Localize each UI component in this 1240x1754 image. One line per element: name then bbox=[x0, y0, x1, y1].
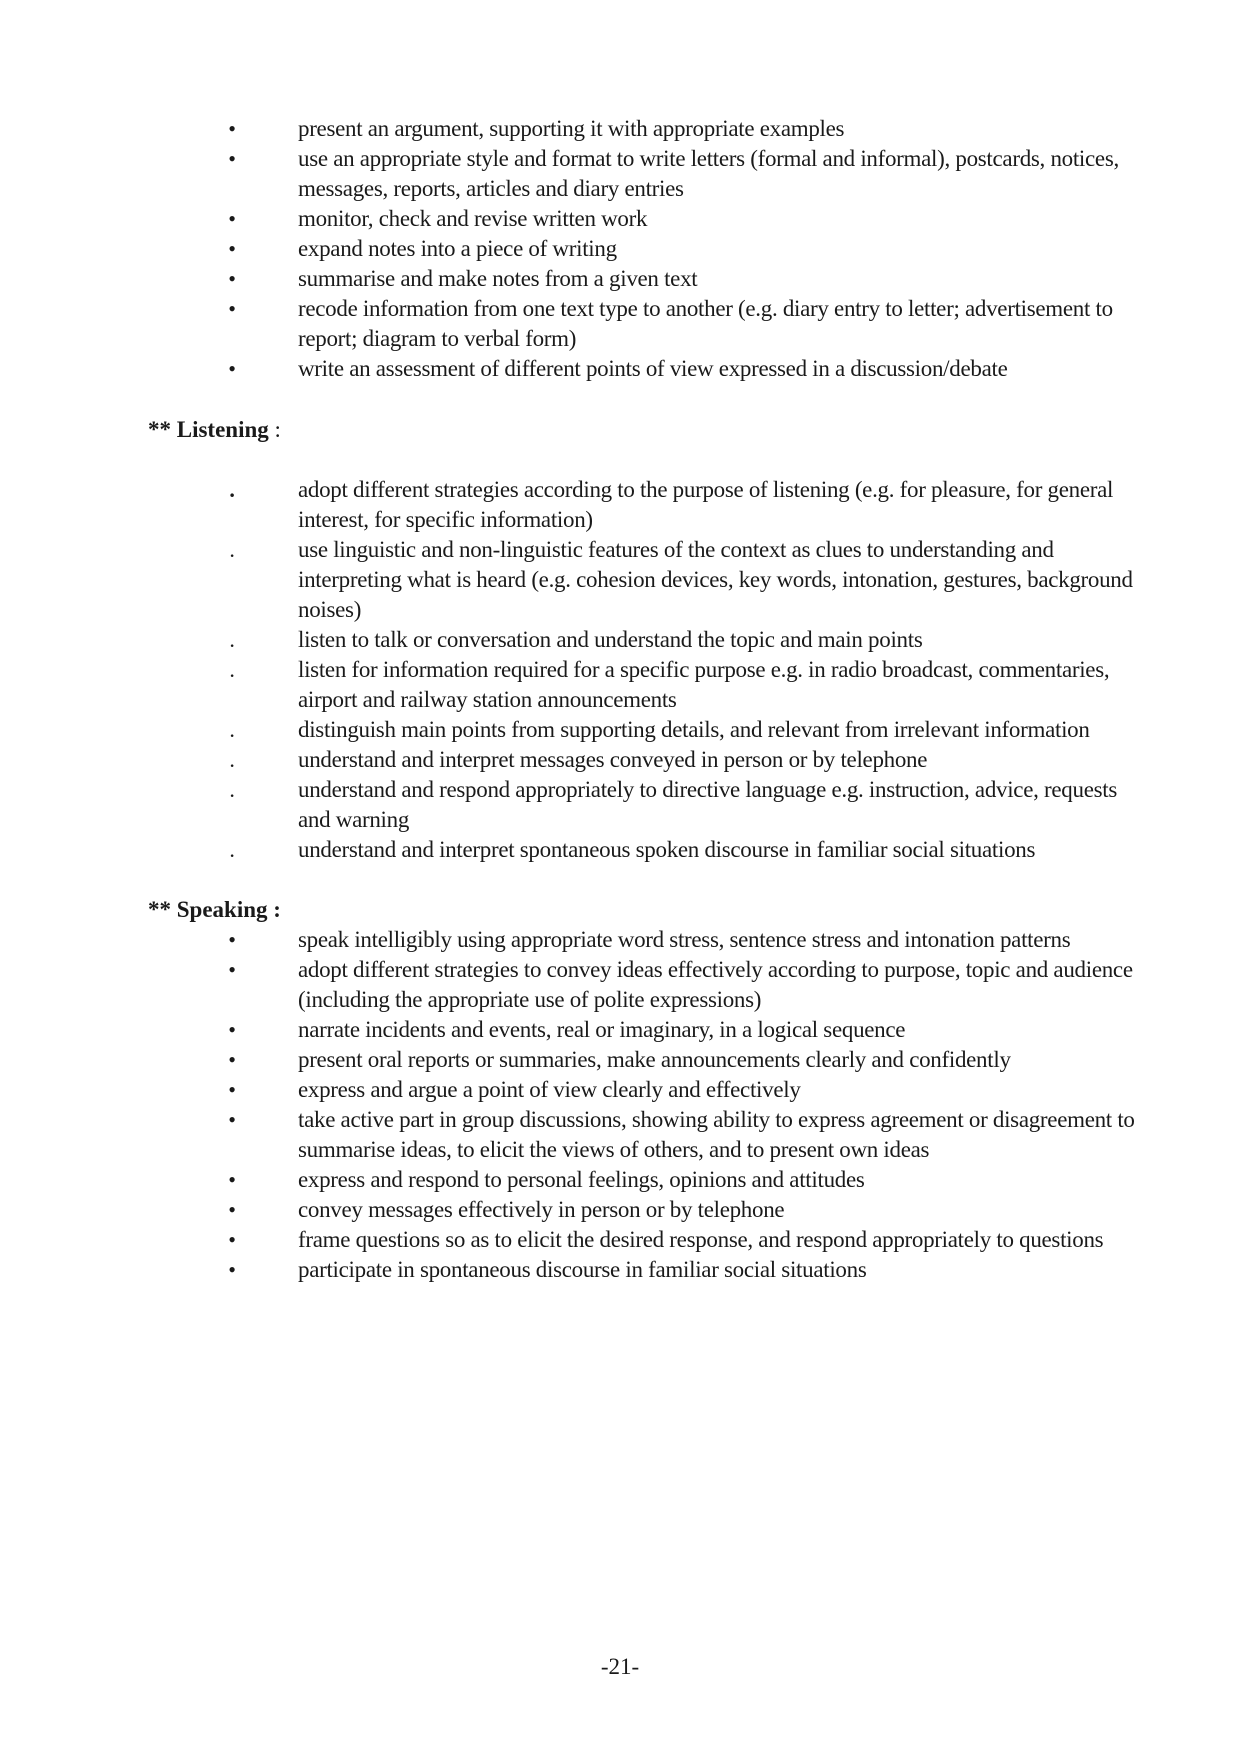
list-item: . understand and interpret spontaneous spoken discourse in familiar social situations bbox=[0, 835, 1138, 865]
list-item: . distinguish main points from supporting details, and relevant from irrelevant information bbox=[0, 715, 1138, 745]
bullet-icon: • bbox=[228, 146, 236, 171]
list-item: . use linguistic and non-linguistic features of the context as clues to understanding and interpreting what is heard (e.g. cohesion devices, key words, intonation, gestures, background noises) bbox=[0, 535, 1138, 625]
list-item: • express and respond to personal feelings, opinions and attitudes bbox=[0, 1165, 1138, 1195]
bullet-icon: • bbox=[228, 356, 236, 381]
listening-list bbox=[0, 475, 1240, 865]
dot-marker: . bbox=[229, 657, 235, 682]
bullet-icon: • bbox=[228, 1107, 236, 1132]
page-number: -21- bbox=[600, 1654, 640, 1679]
bullet-icon: • bbox=[228, 1017, 236, 1042]
bullet-icon: • bbox=[228, 1167, 236, 1192]
speaking-heading: ** Speaking : bbox=[148, 897, 281, 922]
bullet-icon: • bbox=[228, 266, 236, 291]
list-item: • summarise and make notes from a given text bbox=[0, 264, 1138, 294]
bullet-icon: • bbox=[228, 116, 236, 141]
dot-marker: . bbox=[229, 747, 235, 772]
bullet-icon: • bbox=[228, 1257, 236, 1282]
list-item: • recode information from one text type to another (e.g. diary entry to letter; advertisement to report; diagram to verbal form) bbox=[0, 294, 1138, 354]
bullet-icon: • bbox=[228, 1197, 236, 1222]
list-item: • take active part in group discussions, showing ability to express agreement or disagreement to summarise ideas, to elicit the views of others, and to present own ideas bbox=[0, 1105, 1138, 1165]
list-item: • monitor, check and revise written work bbox=[0, 204, 1138, 234]
list-item: • use an appropriate style and format to write letters (formal and informal), postcards, notices, messages, reports, articles and diary entries bbox=[0, 144, 1138, 204]
dot-marker: . bbox=[229, 627, 235, 652]
list-item: • narrate incidents and events, real or imaginary, in a logical sequence bbox=[0, 1015, 1138, 1045]
dot-marker: . bbox=[229, 537, 235, 562]
dot-marker: . bbox=[229, 837, 235, 862]
list-item: . listen to talk or conversation and understand the topic and main points bbox=[0, 625, 1138, 655]
list-item: • present an argument, supporting it with appropriate examples bbox=[0, 114, 1138, 144]
speaking-list bbox=[0, 925, 1240, 1285]
bullet-icon: • bbox=[228, 1077, 236, 1102]
list-item: . adopt different strategies according to the purpose of listening (e.g. for pleasure, for general interest, for specific information) bbox=[0, 475, 1138, 535]
list-item: . listen for information required for a specific purpose e.g. in radio broadcast, commentaries, airport and railway station announcements bbox=[0, 655, 1138, 715]
list-item: • convey messages effectively in person or by telephone bbox=[0, 1195, 1138, 1225]
listening-heading: ** Listening : bbox=[148, 417, 281, 442]
list-item: . understand and interpret messages conveyed in person or by telephone bbox=[0, 745, 1138, 775]
list-item: • write an assessment of different points of view expressed in a discussion/debate bbox=[0, 354, 1138, 384]
list-item: . understand and respond appropriately to directive language e.g. instruction, advice, requests and warning bbox=[0, 775, 1138, 835]
dot-marker: . bbox=[229, 717, 235, 742]
bullet-icon: • bbox=[228, 206, 236, 231]
dot-marker: . bbox=[229, 777, 235, 802]
bullet-icon: • bbox=[228, 236, 236, 261]
bullet-icon: • bbox=[228, 927, 236, 952]
dot-marker: . bbox=[229, 477, 235, 502]
bullet-icon: • bbox=[228, 1227, 236, 1252]
list-item: • frame questions so as to elicit the desired response, and respond appropriately to questions bbox=[0, 1225, 1138, 1255]
list-item: • adopt different strategies to convey ideas effectively according to purpose, topic and audience (including the appropriate use of polite expressions) bbox=[0, 955, 1138, 1015]
bullet-icon: • bbox=[228, 957, 236, 982]
list-item: • present oral reports or summaries, make announcements clearly and confidently bbox=[0, 1045, 1138, 1075]
writing-list bbox=[0, 114, 1240, 384]
list-item: • speak intelligibly using appropriate word stress, sentence stress and intonation patterns bbox=[0, 925, 1138, 955]
bullet-icon: • bbox=[228, 1047, 236, 1072]
list-item: • participate in spontaneous discourse in familiar social situations bbox=[0, 1255, 1138, 1285]
list-item: • expand notes into a piece of writing bbox=[0, 234, 1138, 264]
bullet-icon: • bbox=[228, 296, 236, 321]
list-item: • express and argue a point of view clearly and effectively bbox=[0, 1075, 1138, 1105]
